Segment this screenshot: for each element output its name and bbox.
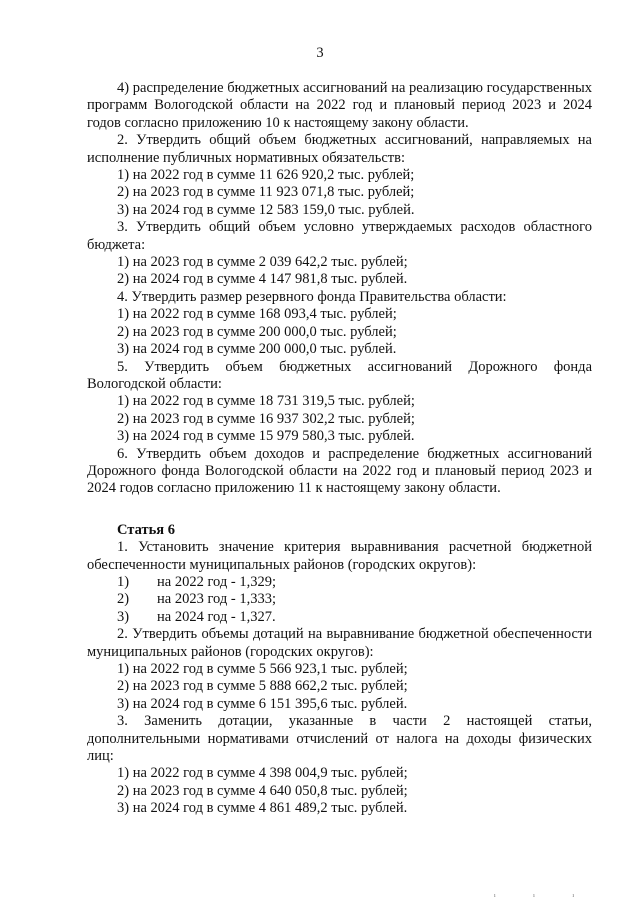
list-item — [117, 609, 592, 626]
list-item: 1) на 2022 год в сумме 168 093,4 тыс. рублей; — [117, 306, 397, 323]
list-item: 1) на 2023 год в сумме 2 039 642,2 тыс. рублей; — [117, 254, 408, 271]
list-text: на 2023 год - 1,333; — [157, 591, 276, 608]
list-item: 3) на 2024 год в сумме 15 979 580,3 тыс. рублей. — [117, 428, 415, 445]
list-item: 2) на 2023 год в сумме 4 640 050,8 тыс. рублей; — [117, 782, 408, 799]
paragraph-4-reserve-fund: 4. Утвердить размер резервного фонда Правительства области: — [117, 288, 507, 305]
list-item: 2) на 2024 год в сумме 4 147 981,8 тыс. рублей. — [117, 271, 408, 288]
list-item: 3) на 2024 год в сумме 200 000,0 тыс. рублей. — [117, 341, 397, 358]
paragraph-5-road-fund: 5. Утвердить объем бюджетных ассигнований Дорожного фонда Вологодской области: — [87, 358, 592, 392]
document-body — [87, 80, 592, 818]
list-item: 1) на 2022 год в сумме 5 566 923,1 тыс. рублей; — [117, 661, 408, 677]
list-item: 3) на 2024 год в сумме 6 151 395,6 тыс. рублей. — [117, 695, 408, 712]
list-text: на 2024 год - 1,327. — [157, 608, 276, 625]
paragraph-4-programs: 4) распределение бюджетных ассигнований на реализацию государственных программ Вологодской области на 2022 год и плановый период 2023 и 2024 годов согласно приложению 10 к настоящему закону области. — [87, 80, 592, 131]
list-item: 1) на 2022 год в сумме 4 398 004,9 тыс. рублей; — [117, 765, 408, 782]
article-heading: Статья 6 — [117, 521, 175, 538]
list-number: 3) — [117, 608, 130, 625]
paragraph-6-road-fund-revenues: 6. Утвердить объем доходов и распределение бюджетных ассигнований Дорожного фонда Вологодской области на 2022 год и плановый период 2023 и 2024 годов согласно приложению 11 к настоящему закону области. — [87, 445, 592, 497]
page-number: 3 — [316, 45, 324, 61]
list-item: 1) на 2022 год в сумме 11 626 920,2 тыс. рублей; — [117, 167, 415, 184]
article6-paragraph-1: 1. Установить значение критерия выравнивания расчетной бюджетной обеспеченности муниципальных районов (городских округов): — [87, 539, 592, 573]
article6-paragraph-3: 3. Заменить дотации, указанные в части 2 настоящей статьи, дополнительными нормативами отчислений от налога на доходы физических лиц: — [87, 713, 592, 765]
paragraph-2-public-obligations: 2. Утвердить общий объем бюджетных ассигнований, направляемых на исполнение публичных нормативных обязательств: — [87, 132, 592, 166]
list-number: 1) — [117, 573, 130, 590]
list-item: 2) на 2023 год в сумме 5 888 662,2 тыс. рублей; — [117, 678, 408, 695]
list-item: 2) на 2023 год в сумме 200 000,0 тыс. рублей; — [117, 323, 397, 340]
article6-paragraph-2: 2. Утвердить объемы дотаций на выравнивание бюджетной обеспеченности муниципальных районов (городских округов): — [87, 626, 592, 660]
list-item: 2) на 2023 год в сумме 11 923 071,8 тыс. рублей; — [117, 184, 415, 201]
list-item: 2) на 2023 год в сумме 16 937 302,2 тыс. рублей; — [117, 410, 415, 427]
list-item: 3) на 2024 год в сумме 4 861 489,2 тыс. рублей. — [117, 800, 408, 817]
list-number: 2) — [117, 591, 130, 608]
list-item — [117, 574, 592, 591]
scan-mark: ı ı ı — [493, 893, 592, 899]
paragraph-3-conditional-expenses: 3. Утвердить общий объем условно утверждаемых расходов областного бюджета: — [87, 219, 592, 253]
list-item — [117, 591, 592, 608]
list-item: 3) на 2024 год в сумме 12 583 159,0 тыс. рублей. — [117, 201, 415, 218]
list-item: 1) на 2022 год в сумме 18 731 319,5 тыс. рублей; — [117, 393, 415, 410]
list-text: на 2022 год - 1,329; — [157, 573, 276, 590]
